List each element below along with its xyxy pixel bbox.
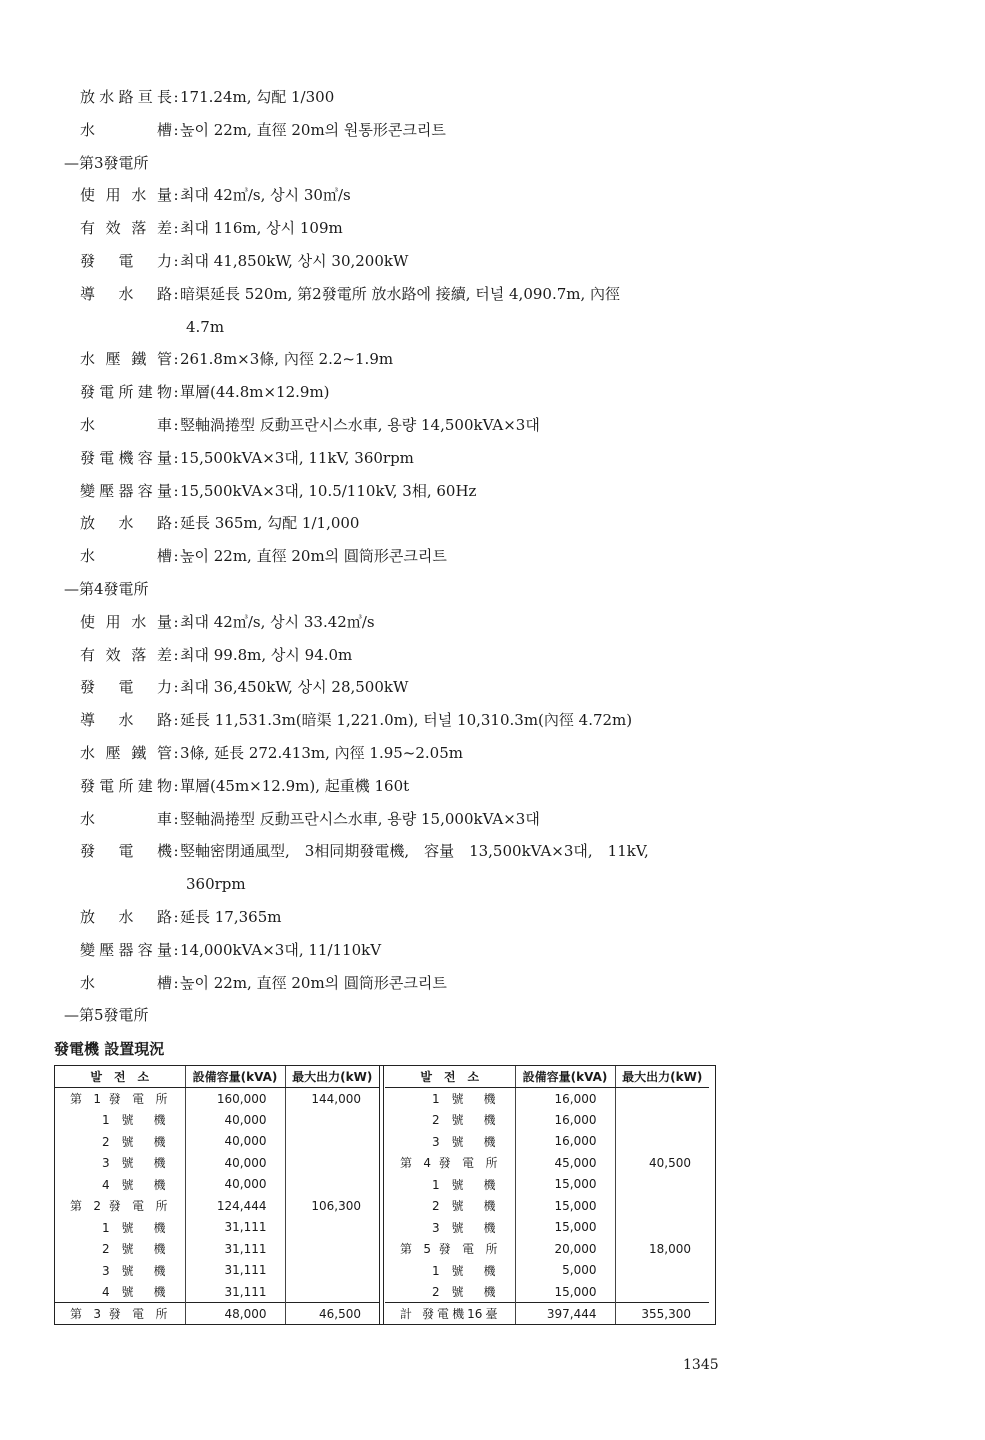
station-name: 4 號 機 xyxy=(102,1285,166,1299)
table-header-cell: 발 전 소 xyxy=(385,1066,515,1088)
spec-label: 有效落差 xyxy=(80,219,172,238)
spec-line xyxy=(80,382,740,402)
spec-value: 최대 42㎥/s, 상시 33.42㎥/s xyxy=(180,612,375,631)
spec-colon: : xyxy=(173,350,179,369)
spec-label: 發電機容量 xyxy=(80,448,172,467)
spec-value: 單層(44.8m×12.9m) xyxy=(180,383,330,402)
capacity-cell: 15,000 xyxy=(515,1195,615,1217)
spec-line xyxy=(80,907,740,927)
max-output-cell xyxy=(285,1109,379,1131)
capacity-cell: 40,000 xyxy=(185,1152,285,1174)
spec-line xyxy=(80,251,740,271)
spec-line xyxy=(80,940,740,960)
max-output-cell xyxy=(285,1217,379,1239)
capacity-cell: 15,000 xyxy=(515,1217,615,1239)
station-name: 3 號 機 xyxy=(432,1134,496,1149)
capacity-cell: 31,111 xyxy=(185,1217,285,1239)
max-output-cell: 18,000 xyxy=(649,1241,691,1256)
table-header-cell: 設備容量(kVA) xyxy=(185,1066,285,1088)
spec-label: 變壓器容量 xyxy=(80,481,172,500)
section-heading: —第3發電所 xyxy=(64,153,149,172)
spec-colon: : xyxy=(173,416,179,434)
spec-colon: : xyxy=(173,776,179,795)
spec-value: 높이 22m, 直徑 20m의 圓筒形콘크리트 xyxy=(180,973,447,992)
spec-label: 水 槽 xyxy=(80,973,172,992)
table-row xyxy=(385,1109,709,1131)
station-name: 1 號 機 xyxy=(432,1177,496,1192)
table-row xyxy=(55,1109,379,1131)
spec-value: 14,000kVA×3대, 11/110kV xyxy=(180,940,382,959)
spec-line xyxy=(80,710,740,730)
capacity-cell: 40,000 xyxy=(185,1109,285,1131)
spec-line xyxy=(80,448,740,468)
spec-value: 171.24m, 勾配 1/300 xyxy=(180,88,335,106)
max-output-cell xyxy=(615,1088,709,1110)
spec-label: 水 車 xyxy=(80,809,172,828)
table-row xyxy=(385,1260,709,1282)
table-row xyxy=(385,1152,709,1174)
section-heading: —第5發電所 xyxy=(64,1006,149,1025)
spec-line xyxy=(80,513,740,533)
spec-colon: : xyxy=(173,547,179,566)
station-name: 3 號 機 xyxy=(102,1263,166,1278)
spec-colon: : xyxy=(173,973,179,992)
spec-label: 水 槽 xyxy=(80,120,172,139)
spec-continuation: 360rpm xyxy=(186,875,246,894)
spec-label: 水 槽 xyxy=(80,547,172,566)
spec-colon: : xyxy=(173,186,179,205)
spec-value: 暗渠延長 520m, 第2發電所 放水路에 接續, 터널 4,090.7m, 內徑 xyxy=(180,284,621,303)
capacity-cell: 31,111 xyxy=(185,1238,285,1260)
table-row xyxy=(55,1303,379,1325)
spec-label: 水 車 xyxy=(80,416,172,434)
spec-value: 竪軸渦捲型 反動프란시스水車, 용량 14,500kVA×3대 xyxy=(180,416,540,434)
spec-line xyxy=(80,349,740,369)
spec-colon: : xyxy=(173,284,179,303)
capacity-cell: 397,444 xyxy=(515,1303,615,1325)
spec-line xyxy=(80,809,740,829)
table-header-cell: 발 전 소 xyxy=(55,1066,185,1088)
spec-line xyxy=(80,677,740,697)
station-name: 4 號 機 xyxy=(102,1177,166,1192)
table-row xyxy=(55,1281,379,1303)
spec-value: 최대 116m, 상시 109m xyxy=(180,219,343,238)
table-divider xyxy=(379,1066,384,1324)
spec-colon: : xyxy=(173,219,179,238)
max-output-cell: 144,000 xyxy=(311,1091,361,1106)
table-row xyxy=(55,1195,379,1217)
table-row xyxy=(55,1152,379,1174)
generator-table xyxy=(54,1065,716,1325)
station-name: 計 發電機16臺 xyxy=(400,1307,498,1321)
max-output-cell: 40,500 xyxy=(649,1155,691,1170)
spec-line xyxy=(80,218,740,238)
spec-line xyxy=(80,743,740,763)
spec-label: 有效落差 xyxy=(80,645,172,664)
spec-colon: : xyxy=(173,842,179,861)
station-name: 第 3 發 電 所 xyxy=(70,1307,168,1321)
spec-value: 높이 22m, 直徑 20m의 圓筒形콘크리트 xyxy=(180,547,447,566)
spec-value: 높이 22m, 直徑 20m의 원통形콘크리트 xyxy=(180,120,446,139)
spec-colon: : xyxy=(173,383,179,402)
station-name: 1 號 機 xyxy=(102,1220,166,1235)
spec-label: 放水路 xyxy=(80,908,172,926)
max-output-cell xyxy=(285,1131,379,1153)
table-header-cell: 最大出力(kW) xyxy=(615,1066,709,1088)
capacity-cell: 15,000 xyxy=(515,1281,615,1303)
spec-line xyxy=(80,776,740,796)
table-title: 發電機 設置現況 xyxy=(54,1040,165,1058)
table-right xyxy=(385,1066,709,1324)
capacity-cell: 15,000 xyxy=(515,1174,615,1196)
spec-line xyxy=(80,841,740,861)
capacity-cell: 16,000 xyxy=(515,1109,615,1131)
table-row xyxy=(385,1088,709,1110)
spec-line xyxy=(80,415,740,435)
spec-value: 延長 11,531.3m(暗渠 1,221.0m), 터널 10,310.3m(內徑 4.72m) xyxy=(180,711,633,730)
table-row xyxy=(385,1131,709,1153)
station-name: 1 號 機 xyxy=(102,1113,166,1128)
max-output-cell xyxy=(615,1260,709,1282)
table-row xyxy=(55,1131,379,1153)
spec-label: 放水路 xyxy=(80,514,172,533)
capacity-cell: 124,444 xyxy=(185,1195,285,1217)
max-output-cell xyxy=(615,1195,709,1217)
station-name: 第 4 發 電 所 xyxy=(400,1156,498,1171)
station-name: 1 號 機 xyxy=(432,1092,496,1106)
capacity-cell: 16,000 xyxy=(515,1131,615,1153)
spec-colon: : xyxy=(173,645,179,664)
table-row xyxy=(385,1303,709,1325)
spec-value: 최대 42㎥/s, 상시 30㎥/s xyxy=(180,186,351,205)
spec-label: 使用水量 xyxy=(80,612,172,631)
max-output-cell xyxy=(615,1281,709,1303)
table-row xyxy=(385,1195,709,1217)
spec-label: 發電力 xyxy=(80,252,172,270)
capacity-cell: 31,111 xyxy=(185,1260,285,1282)
capacity-cell: 45,000 xyxy=(515,1152,615,1174)
spec-value: 261.8m×3條, 內徑 2.2~1.9m xyxy=(180,350,394,369)
spec-value: 15,500kVA×3대, 11kV, 360rpm xyxy=(180,448,414,467)
max-output-cell xyxy=(615,1174,709,1196)
spec-colon: : xyxy=(173,481,179,500)
spec-line xyxy=(80,546,740,566)
spec-colon: : xyxy=(173,908,179,926)
max-output-cell: 355,300 xyxy=(615,1303,709,1325)
spec-colon: : xyxy=(173,252,179,270)
max-output-cell xyxy=(615,1217,709,1239)
max-output-cell xyxy=(615,1131,709,1153)
capacity-cell: 160,000 xyxy=(185,1088,285,1110)
spec-value: 최대 36,450kW, 상시 28,500kW xyxy=(180,678,409,697)
spec-line xyxy=(80,973,740,993)
spec-label: 發電所建物 xyxy=(80,776,172,795)
table-row xyxy=(385,1174,709,1196)
spec-colon: : xyxy=(173,514,179,533)
capacity-cell: 5,000 xyxy=(515,1260,615,1282)
spec-colon: : xyxy=(173,940,179,959)
table-row xyxy=(55,1088,379,1110)
table-header-cell: 設備容量(kVA) xyxy=(515,1066,615,1088)
spec-label: 發電所建物 xyxy=(80,383,172,402)
spec-value: 竪軸密閉通風型, 3相同期發電機, 容量 13,500kVA×3대, 11kV, xyxy=(180,842,649,861)
station-name: 3 號 機 xyxy=(432,1220,496,1235)
spec-label: 導水路 xyxy=(80,284,172,303)
spec-value: 최대 99.8m, 상시 94.0m xyxy=(180,645,353,664)
spec-colon: : xyxy=(173,809,179,828)
spec-value: 單層(45m×12.9m), 起重機 160t xyxy=(180,776,410,795)
max-output-cell xyxy=(285,1152,379,1174)
max-output-cell xyxy=(285,1260,379,1282)
table-row xyxy=(55,1174,379,1196)
spec-label: 變壓器容量 xyxy=(80,940,172,959)
spec-colon: : xyxy=(173,88,179,106)
spec-colon: : xyxy=(173,120,179,139)
table-row xyxy=(55,1217,379,1239)
capacity-cell: 31,111 xyxy=(185,1281,285,1303)
spec-label: 發電機 xyxy=(80,842,172,861)
max-output-cell xyxy=(285,1174,379,1196)
station-name: 2 號 機 xyxy=(432,1113,496,1128)
spec-colon: : xyxy=(173,711,179,730)
table-row xyxy=(385,1217,709,1239)
capacity-cell: 20,000 xyxy=(515,1238,615,1260)
station-name: 3 號 機 xyxy=(102,1156,166,1171)
spec-line xyxy=(80,120,740,140)
spec-label: 導水路 xyxy=(80,711,172,730)
spec-line xyxy=(80,284,740,304)
spec-value: 延長 365m, 勾配 1/1,000 xyxy=(180,514,360,533)
spec-line xyxy=(80,87,740,107)
table-header-cell: 最大出力(kW) xyxy=(285,1066,379,1088)
station-name: 2 號 機 xyxy=(432,1285,496,1299)
station-name: 第 5 發 電 所 xyxy=(400,1242,498,1257)
spec-label: 水壓鐵管 xyxy=(80,744,172,762)
spec-label: 放水路亘長 xyxy=(80,88,172,106)
station-name: 1 號 機 xyxy=(432,1263,496,1278)
spec-colon: : xyxy=(173,448,179,467)
max-output-cell xyxy=(285,1238,379,1260)
capacity-cell: 40,000 xyxy=(185,1174,285,1196)
capacity-cell: 48,000 xyxy=(185,1303,285,1325)
spec-colon: : xyxy=(173,612,179,631)
table-row xyxy=(55,1260,379,1282)
table-row xyxy=(385,1238,709,1260)
capacity-cell: 40,000 xyxy=(185,1131,285,1153)
spec-line xyxy=(80,481,740,501)
station-name: 第 1 發 電 所 xyxy=(70,1092,168,1106)
spec-line xyxy=(80,645,740,665)
max-output-cell: 106,300 xyxy=(311,1198,361,1213)
spec-continuation: 4.7m xyxy=(186,317,225,336)
spec-value: 15,500kVA×3대, 10.5/110kV, 3相, 60Hz xyxy=(180,481,477,500)
spec-line xyxy=(80,612,740,632)
section-heading: —第4發電所 xyxy=(64,580,149,598)
station-name: 2 號 機 xyxy=(432,1199,496,1214)
spec-colon: : xyxy=(173,678,179,697)
page-number: 1345 xyxy=(683,1357,719,1373)
spec-label: 發電力 xyxy=(80,678,172,697)
station-name: 2 號 機 xyxy=(102,1134,166,1149)
max-output-cell xyxy=(615,1109,709,1131)
spec-colon: : xyxy=(173,744,179,762)
spec-line xyxy=(80,185,740,205)
capacity-cell: 16,000 xyxy=(515,1088,615,1110)
spec-value: 3條, 延長 272.413m, 內徑 1.95~2.05m xyxy=(180,744,463,762)
spec-label: 水壓鐵管 xyxy=(80,350,172,369)
table-left xyxy=(55,1066,379,1324)
table-row xyxy=(385,1281,709,1303)
spec-value: 延長 17,365m xyxy=(180,908,282,926)
station-name: 第 2 發 電 所 xyxy=(70,1199,168,1214)
spec-value: 竪軸渦捲型 反動프란시스水車, 용량 15,000kVA×3대 xyxy=(180,809,540,828)
max-output-cell: 46,500 xyxy=(285,1303,379,1325)
table-row xyxy=(55,1238,379,1260)
max-output-cell xyxy=(285,1281,379,1303)
spec-value: 최대 41,850kW, 상시 30,200kW xyxy=(180,252,409,270)
spec-label: 使用水量 xyxy=(80,186,172,205)
station-name: 2 號 機 xyxy=(102,1242,166,1257)
